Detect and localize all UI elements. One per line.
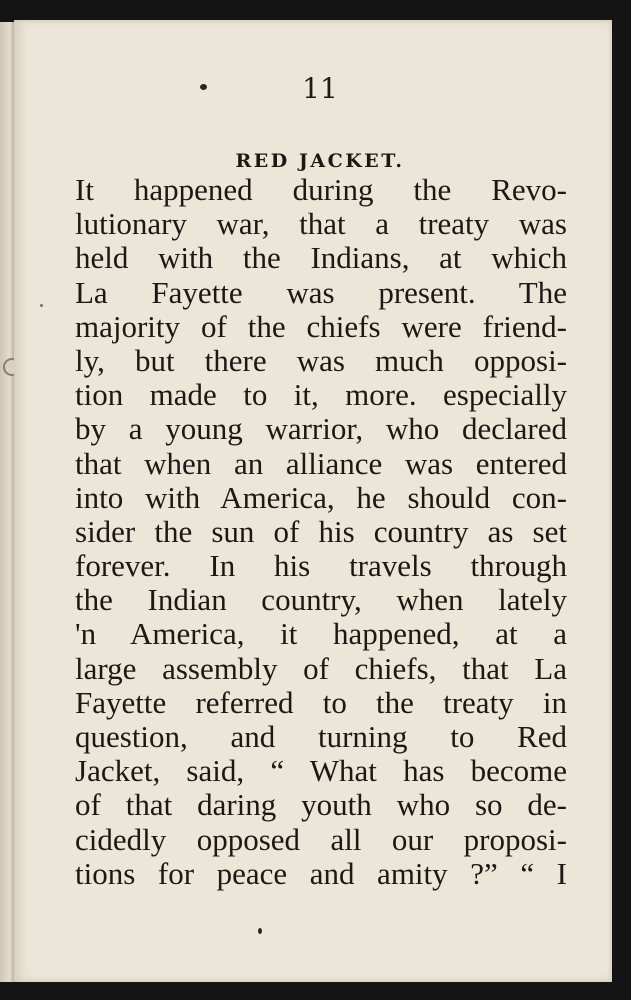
- chapter-title: RED JACKET.: [235, 150, 405, 172]
- text-line: sider the sun of his country as set: [75, 513, 567, 549]
- left-page-edge: [0, 22, 14, 982]
- text-line: of that daring youth who so de-: [75, 787, 567, 823]
- ink-speck: [40, 304, 43, 307]
- text-line: by a young warrior, who declared: [75, 411, 567, 447]
- text-line: tion made to it, more. especially: [75, 377, 567, 413]
- text-line: ly, but there was much opposi-: [75, 342, 567, 378]
- text-line: the Indian country, when lately: [75, 582, 567, 618]
- text-line: Jacket, said, “ What has become: [75, 753, 567, 789]
- ink-speck: [258, 928, 262, 934]
- text-line: large assembly of chiefs, that La: [75, 650, 567, 686]
- text-line: La Fayette was present. The: [75, 274, 567, 310]
- text-line: held with the Indians, at which: [75, 240, 567, 276]
- body-text: [75, 173, 567, 891]
- text-line: Fayette referred to the treaty in: [75, 684, 567, 720]
- text-line: question, and turning to Red: [75, 719, 567, 754]
- text-line: into with America, he should con-: [75, 479, 567, 515]
- text-line: tions for peace and amity ?” “ I: [75, 855, 567, 891]
- text-line: majority of the chiefs were friend-: [75, 308, 567, 344]
- text-line: It happened during the Revo-: [75, 172, 567, 207]
- page-number: 11: [302, 72, 338, 105]
- text-line: that when an alliance was entered: [75, 445, 567, 481]
- text-line: forever. In his travels through: [75, 548, 567, 584]
- text-line: cidedly opposed all our proposi-: [75, 821, 567, 857]
- text-line: lutionary war, that a treaty was: [75, 206, 567, 242]
- text-line: 'n America, it happened, at a: [75, 616, 567, 652]
